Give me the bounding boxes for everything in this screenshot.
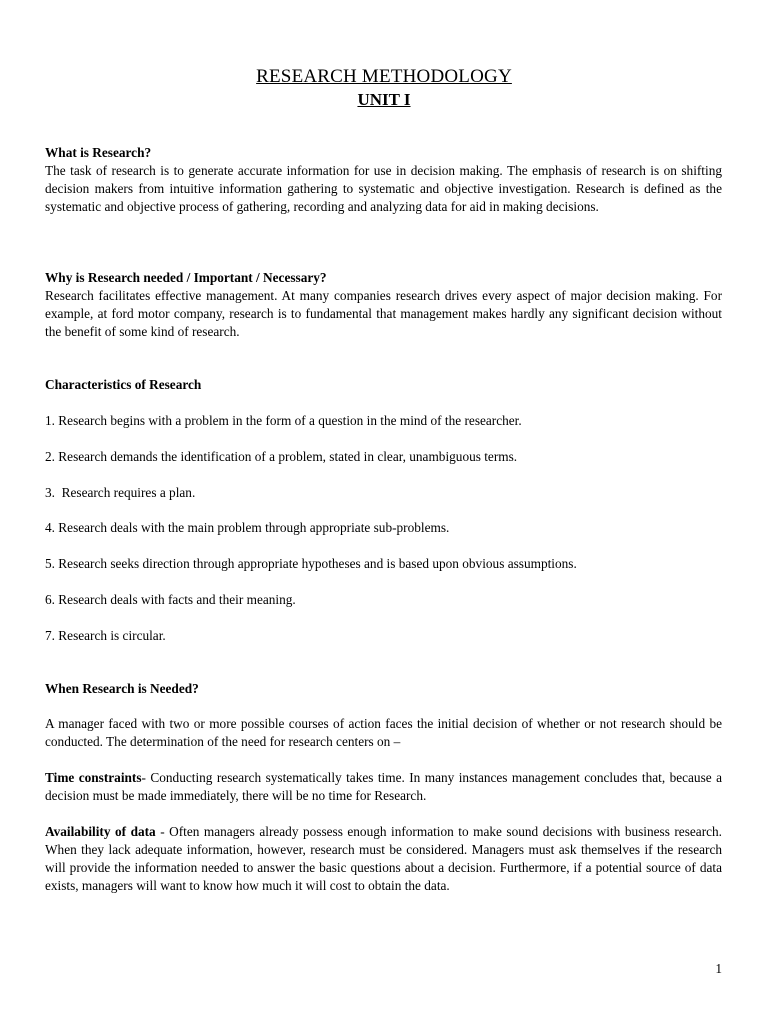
list-item: 6. Research deals with facts and their meaning. [45, 592, 296, 607]
section-body-when-intro: A manager faced with two or more possible courses of action faces the initial decision of whether or not research should be conducted. The determination of the need for research centers on – [45, 716, 722, 749]
term-label: Time constraints [45, 770, 142, 785]
section-heading: What is Research? [45, 145, 152, 160]
section-what-is-research [45, 144, 722, 216]
list-item: 5. Research seeks direction through appropriate hypotheses and is based upon obvious assumptions. [45, 556, 577, 571]
section-heading-characteristics: Characteristics of Research [45, 377, 202, 392]
section-body: Research facilitates effective management. At many companies research drives every aspect of major decision making. For example, at ford motor company, research is to fundamental that management makes hardly any significant decision without the benefit of some kind of research. [45, 288, 722, 339]
section-heading-when-needed: When Research is Needed? [45, 681, 199, 696]
list-item: 3. Research requires a plan. [45, 485, 196, 500]
term-label: Availability of data [45, 824, 156, 839]
list-item: 2. Research demands the identification of a problem, stated in clear, unambiguous terms. [45, 449, 518, 464]
paragraph-time-constraints [45, 769, 722, 805]
document-title: RESEARCH METHODOLOGY [256, 66, 512, 87]
list-item: 1. Research begins with a problem in the form of a question in the mind of the researcher. [45, 413, 522, 428]
page-number: 1 [715, 961, 722, 976]
unit-subtitle: UNIT I [357, 90, 411, 109]
section-body: The task of research is to generate accurate information for use in decision making. The emphasis of research is on shifting decision makers from intuitive information gathering to systematic and objective investigation. Research is defined as the systematic and objective process of gathering, recording and analyzing data for aid in making decisions. [45, 163, 722, 214]
section-why-research-needed [45, 269, 722, 341]
term-text: - Conducting research systematically takes time. In many instances management concludes that, because a decision must be made immediately, there will be no time for Research. [45, 770, 722, 803]
section-heading: Why is Research needed / Important / Necessary? [45, 270, 327, 285]
term-text: - Often managers already possess enough information to make sound decisions with business research. When they lack adequate information, however, research must be considered. Managers must ask themselves if the research will provide the information needed to answer the basic questions about a decision. Furthermore, if a potential source of data exists, managers will want to know how much it will cost to obtain the data. [45, 824, 722, 893]
list-item: 7. Research is circular. [45, 628, 166, 643]
list-item: 4. Research deals with the main problem through appropriate sub-problems. [45, 520, 450, 535]
paragraph-availability-of-data [45, 823, 722, 895]
